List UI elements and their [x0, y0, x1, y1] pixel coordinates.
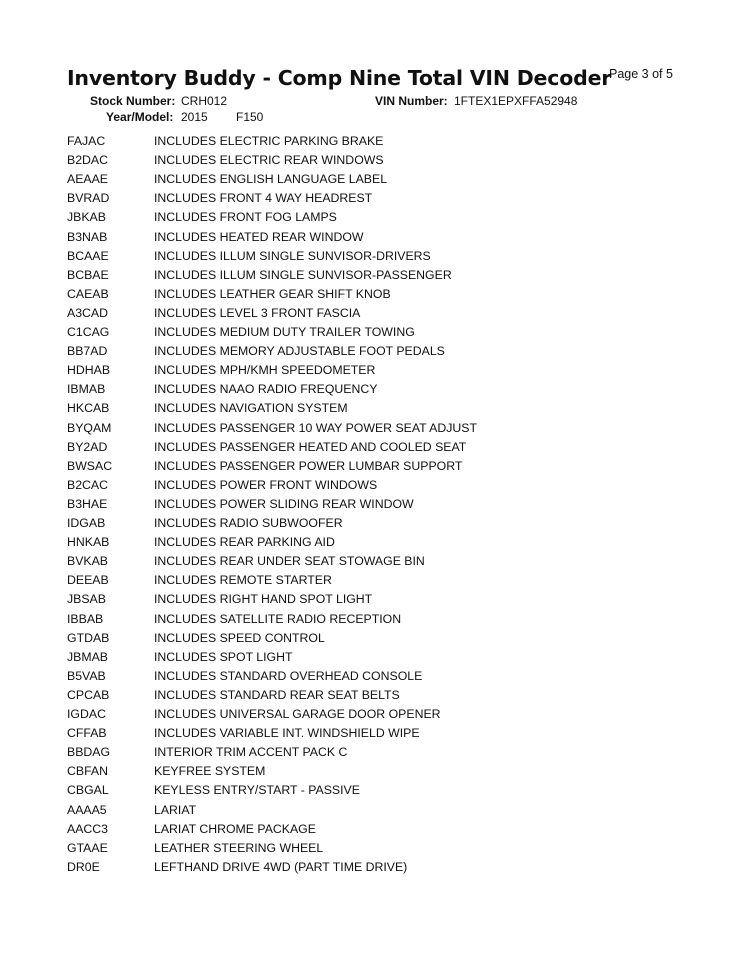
- option-code: DR0E: [67, 859, 100, 874]
- option-code: CFFAB: [67, 726, 107, 741]
- option-code: IDGAB: [67, 516, 106, 530]
- option-code: IBBAB: [67, 611, 104, 626]
- option-description: KEYFREE SYSTEM: [154, 764, 266, 779]
- option-description: INCLUDES ILLUM SINGLE SUNVISOR-PASSENGER: [154, 267, 452, 282]
- option-description: INCLUDES SPEED CONTROL: [154, 630, 325, 645]
- option-description: INCLUDES FRONT FOG LAMPS: [154, 210, 337, 225]
- option-description: INCLUDES ELECTRIC REAR WINDOWS: [154, 153, 384, 168]
- option-code: AACC3: [67, 821, 109, 836]
- option-description: INCLUDES LEATHER GEAR SHIFT KNOB: [154, 286, 391, 301]
- option-code: FAJAC: [67, 134, 106, 148]
- option-code: CBFAN: [67, 764, 108, 779]
- option-code: BWSAC: [67, 458, 113, 473]
- option-code: IBMAB: [67, 382, 106, 397]
- option-description: INCLUDES POWER FRONT WINDOWS: [154, 477, 378, 492]
- option-description: INCLUDES VARIABLE INT. WINDSHIELD WIPE: [154, 726, 420, 741]
- option-code: BVKAB: [67, 554, 109, 569]
- option-code: BVRAD: [67, 191, 110, 206]
- option-description: INCLUDES MEMORY ADJUSTABLE FOOT PEDALS: [154, 344, 445, 359]
- option-description: INCLUDES STANDARD REAR SEAT BELTS: [154, 687, 400, 702]
- option-description: INCLUDES UNIVERSAL GARAGE DOOR OPENER: [154, 707, 441, 721]
- option-code: JBMAB: [67, 649, 108, 664]
- stock-number-label: Stock Number:: [90, 94, 176, 108]
- option-description: KEYLESS ENTRY/START - PASSIVE: [154, 783, 360, 798]
- document-title: Inventory Buddy - Comp Nine Total VIN Decoder: [67, 66, 612, 90]
- option-code: GTDAB: [67, 630, 110, 645]
- option-code: AEAAE: [67, 172, 109, 187]
- option-description: INCLUDES NAVIGATION SYSTEM: [154, 401, 348, 416]
- option-code: CAEAB: [67, 286, 109, 301]
- option-description: INTERIOR TRIM ACCENT PACK C: [154, 745, 348, 760]
- option-description: INCLUDES NAAO RADIO FREQUENCY: [154, 382, 378, 397]
- option-code: CPCAB: [67, 687, 110, 702]
- option-code: BB7AD: [67, 344, 108, 359]
- option-description: INCLUDES MPH/KMH SPEEDOMETER: [154, 363, 376, 378]
- option-code: B3NAB: [67, 229, 108, 244]
- option-description: LEATHER STEERING WHEEL: [154, 840, 324, 855]
- option-code: C1CAG: [67, 325, 110, 339]
- option-description: INCLUDES POWER SLIDING REAR WINDOW: [154, 496, 414, 511]
- option-description: INCLUDES PASSENGER HEATED AND COOLED SEAT: [154, 439, 467, 454]
- option-description: INCLUDES STANDARD OVERHEAD CONSOLE: [154, 668, 423, 683]
- option-code: B2CAC: [67, 477, 109, 492]
- option-code: HDHAB: [67, 363, 111, 378]
- option-description: INCLUDES FRONT 4 WAY HEADREST: [154, 191, 373, 206]
- option-description: INCLUDES HEATED REAR WINDOW: [154, 229, 364, 244]
- option-code: CBGAL: [67, 783, 109, 798]
- option-description: INCLUDES REAR UNDER SEAT STOWAGE BIN: [154, 554, 425, 569]
- option-code: JBKAB: [67, 210, 106, 225]
- option-code: BBDAG: [67, 745, 111, 760]
- option-code: AAAA5: [67, 802, 107, 817]
- option-description: LARIAT: [154, 802, 197, 817]
- year-value: 2015: [181, 110, 208, 124]
- option-description: INCLUDES MEDIUM DUTY TRAILER TOWING: [154, 325, 415, 339]
- option-description: INCLUDES PASSENGER 10 WAY POWER SEAT ADJUST: [154, 420, 477, 435]
- option-description: INCLUDES LEVEL 3 FRONT FASCIA: [154, 305, 361, 320]
- option-description: INCLUDES ENGLISH LANGUAGE LABEL: [154, 172, 388, 187]
- option-code: JBSAB: [67, 592, 106, 607]
- option-code: BCAAE: [67, 248, 109, 263]
- option-code: IGDAC: [67, 707, 106, 721]
- option-code: DEEAB: [67, 573, 109, 588]
- option-description: INCLUDES SATELLITE RADIO RECEPTION: [154, 611, 402, 626]
- option-description: INCLUDES SPOT LIGHT: [154, 649, 293, 664]
- vin-number-value: 1FTEX1EPXFFA52948: [454, 94, 578, 108]
- option-code: BY2AD: [67, 439, 108, 454]
- option-description: INCLUDES ELECTRIC PARKING BRAKE: [154, 134, 384, 148]
- option-code: B2DAC: [67, 153, 109, 168]
- page-number: Page 3 of 5: [609, 67, 673, 81]
- option-description: INCLUDES RIGHT HAND SPOT LIGHT: [154, 592, 373, 607]
- option-code: B3HAE: [67, 496, 108, 511]
- option-description: LARIAT CHROME PACKAGE: [154, 821, 316, 836]
- option-description: INCLUDES REAR PARKING AID: [154, 535, 335, 550]
- option-description: INCLUDES ILLUM SINGLE SUNVISOR-DRIVERS: [154, 248, 431, 263]
- option-code: A3CAD: [67, 305, 109, 320]
- model-value: F150: [236, 110, 264, 124]
- option-description: INCLUDES REMOTE STARTER: [154, 573, 332, 588]
- stock-number-value: CRH012: [181, 94, 228, 108]
- option-code: HKCAB: [67, 401, 110, 416]
- option-code: GTAAE: [67, 840, 108, 855]
- year-model-label: Year/Model:: [106, 110, 174, 124]
- option-description: INCLUDES RADIO SUBWOOFER: [154, 516, 343, 530]
- vin-number-label: VIN Number:: [375, 94, 448, 108]
- option-code: HNKAB: [67, 535, 110, 550]
- option-code: BYQAM: [67, 420, 112, 435]
- option-code: BCBAE: [67, 267, 109, 282]
- option-code: B5VAB: [67, 668, 106, 683]
- option-description: LEFTHAND DRIVE 4WD (PART TIME DRIVE): [154, 859, 408, 874]
- option-description: INCLUDES PASSENGER POWER LUMBAR SUPPORT: [154, 458, 463, 473]
